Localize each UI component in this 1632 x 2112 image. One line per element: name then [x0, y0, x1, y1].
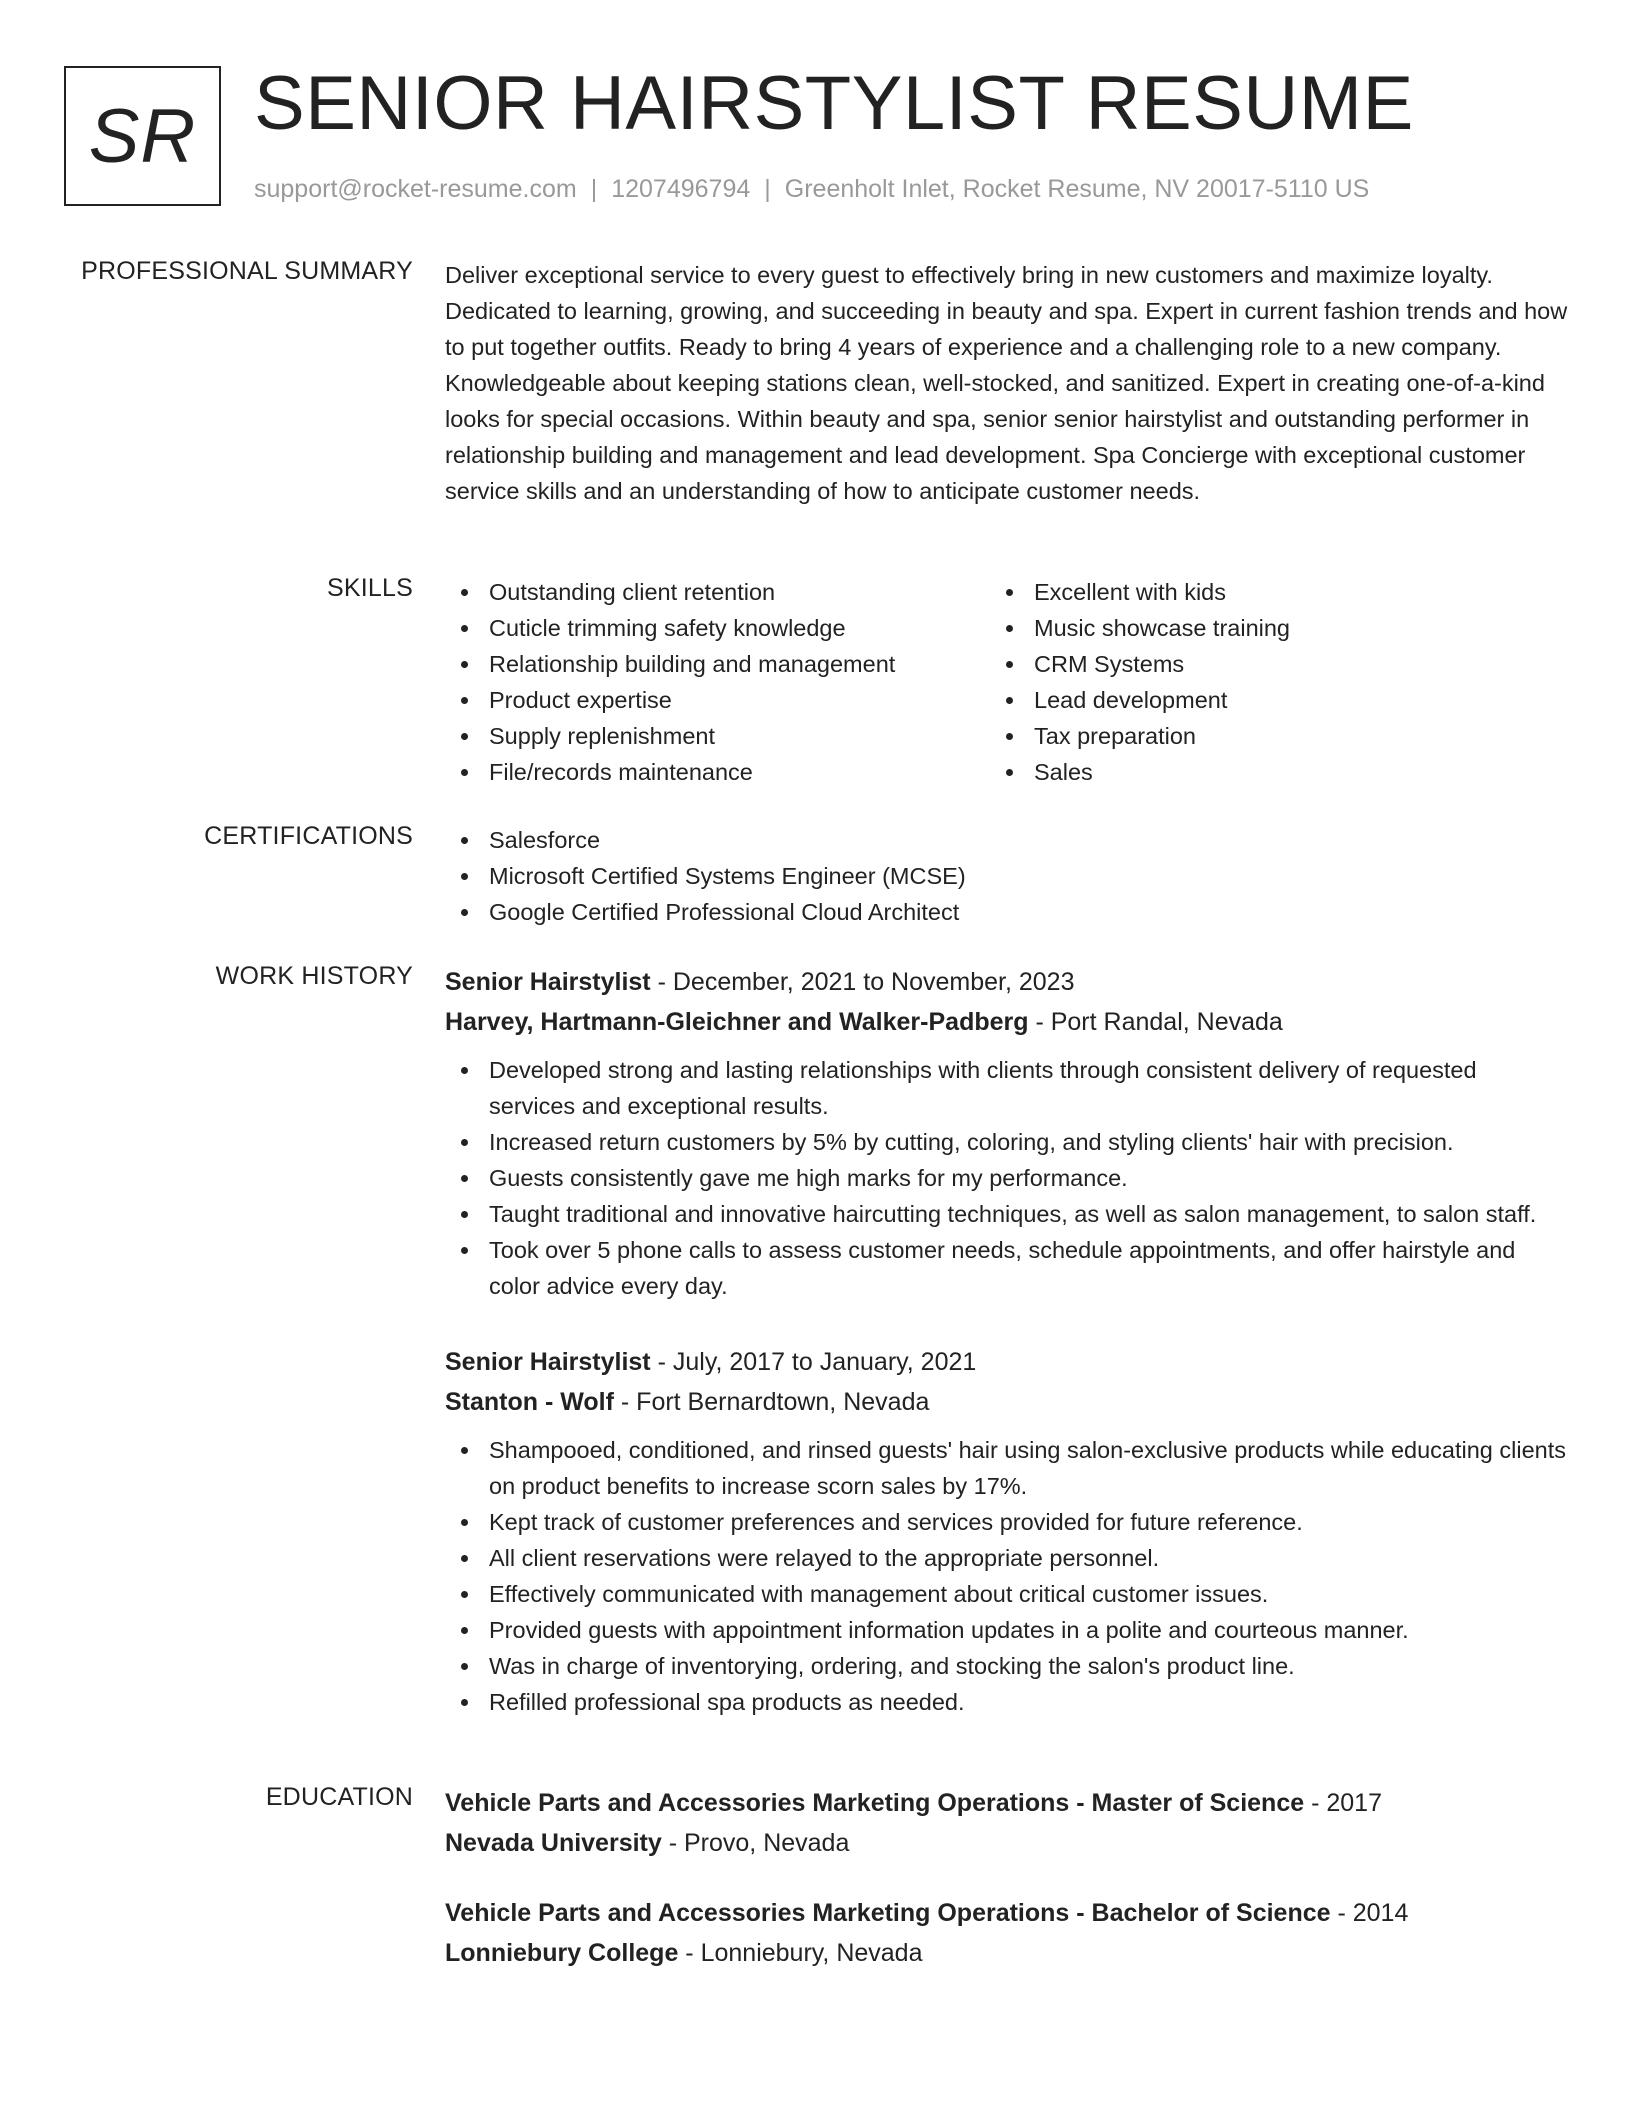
education-school: Lonniebury College [445, 1939, 679, 1967]
education-school-line [445, 1823, 1568, 1863]
job-title: Senior Hairstylist [445, 1348, 651, 1376]
section-label-education: EDUCATION [265, 1783, 413, 1811]
section-label-certifications: CERTIFICATIONS [204, 822, 413, 850]
list-item: CRM Systems [990, 646, 1535, 682]
list-item: Product expertise [445, 682, 990, 718]
job-company: Harvey, Hartmann-Gleichner and Walker-Padberg [445, 1008, 1029, 1036]
work-body [445, 962, 1568, 1758]
list-item: Developed strong and lasting relationships with clients through consistent delivery of requested services and exceptional results. [445, 1052, 1568, 1124]
job-title-line [445, 1342, 1568, 1382]
resume-header [64, 61, 1568, 214]
section-label-summary: PROFESSIONAL SUMMARY [81, 257, 413, 285]
job-location: - Fort Bernardtown, Nevada [613, 1388, 930, 1416]
education-degree-line [445, 1893, 1568, 1933]
list-item: Salesforce [445, 822, 1568, 858]
list-item: Guests consistently gave me high marks for my performance. [445, 1160, 1568, 1196]
resume-title: SENIOR HAIRSTYLIST RESUME [254, 61, 1414, 146]
education-body [445, 1783, 1568, 2003]
education-location: - Provo, Nevada [661, 1829, 850, 1857]
job-title: Senior Hairstylist [445, 968, 651, 996]
list-item: File/records maintenance [445, 754, 990, 790]
list-item: Supply replenishment [445, 718, 990, 754]
list-item: Was in charge of inventorying, ordering, and stocking the salon's product line. [445, 1648, 1568, 1684]
certifications-list [445, 822, 1568, 930]
skills-list-right [990, 574, 1535, 790]
section-label-work: WORK HISTORY [215, 962, 413, 990]
list-item: Kept track of customer preferences and services provided for future reference. [445, 1504, 1568, 1540]
list-item: Microsoft Certified Systems Engineer (MCSE) [445, 858, 1568, 894]
education-entry [445, 1893, 1568, 1973]
job-location: - Port Randal, Nevada [1028, 1008, 1283, 1036]
contact-phone[interactable]: 1207496794 [611, 175, 751, 203]
list-item: Took over 5 phone calls to assess customer needs, schedule appointments, and offer hairstyle and color advice every day. [445, 1232, 1568, 1304]
skills-columns [445, 574, 1568, 790]
education-entry [445, 1783, 1568, 1863]
list-item: Shampooed, conditioned, and rinsed guests' hair using salon-exclusive products while educating clients on product benefits to increase scorn sales by 17%. [445, 1432, 1568, 1504]
summary-body [445, 257, 1568, 509]
list-item: Refilled professional spa products as needed. [445, 1684, 1568, 1720]
job-company-line [445, 1002, 1568, 1042]
list-item: Excellent with kids [990, 574, 1535, 610]
list-item: Music showcase training [990, 610, 1535, 646]
education-degree: Vehicle Parts and Accessories Marketing Operations - Bachelor of Science [445, 1899, 1331, 1927]
list-item: Google Certified Professional Cloud Architect [445, 894, 1568, 930]
list-item: Provided guests with appointment information updates in a polite and courteous manner. [445, 1612, 1568, 1648]
education-year: - 2017 [1304, 1789, 1382, 1817]
list-item: Sales [990, 754, 1535, 790]
list-item: Taught traditional and innovative haircutting techniques, as well as salon management, to salon staff. [445, 1196, 1568, 1232]
contact-separator: | [764, 175, 771, 203]
list-item: Effectively communicated with management about critical customer issues. [445, 1576, 1568, 1612]
job-bullets [445, 1052, 1568, 1304]
list-item: Tax preparation [990, 718, 1535, 754]
certifications-body [445, 822, 1568, 930]
education-location: - Lonniebury, Nevada [678, 1939, 923, 1967]
contact-email[interactable]: support@rocket-resume.com [254, 175, 577, 203]
job-dates: - July, 2017 to January, 2021 [650, 1348, 977, 1376]
contact-line [254, 175, 1369, 204]
contact-separator: | [590, 175, 598, 203]
job-entry [445, 962, 1568, 1304]
education-degree: Vehicle Parts and Accessories Marketing Operations - Master of Science [445, 1789, 1305, 1817]
job-title-line [445, 962, 1568, 1002]
job-entry [445, 1342, 1568, 1720]
education-school: Nevada University [445, 1829, 662, 1857]
list-item: Cuticle trimming safety knowledge [445, 610, 990, 646]
list-item: Relationship building and management [445, 646, 990, 682]
list-item: Increased return customers by 5% by cutting, coloring, and styling clients' hair with precision. [445, 1124, 1568, 1160]
job-bullets [445, 1432, 1568, 1720]
job-company-line [445, 1382, 1568, 1422]
monogram-badge: SR [64, 66, 221, 206]
skills-list-left [445, 574, 990, 790]
section-label-skills: SKILLS [327, 574, 413, 602]
education-year: - 2014 [1330, 1899, 1409, 1927]
list-item: Lead development [990, 682, 1535, 718]
list-item: All client reservations were relayed to the appropriate personnel. [445, 1540, 1568, 1576]
education-school-line [445, 1933, 1568, 1973]
job-dates: - December, 2021 to November, 2023 [650, 968, 1075, 996]
job-company: Stanton - Wolf [445, 1388, 614, 1416]
list-item: Outstanding client retention [445, 574, 990, 610]
education-degree-line [445, 1783, 1568, 1823]
summary-text: Deliver exceptional service to every guest to effectively bring in new customers and maximize loyalty. Dedicated to learning, growing, and succeeding in beauty and spa. Expert in current fashion trends and how to put together outfits. Ready to bring 4 years of experience and a challenging role to a new company. Knowledgeable about keeping stations clean, well-stocked, and sanitized. Expert in creating one-of-a-kind looks for special occasions. Within beauty and spa, senior senior hairstylist and outstanding performer in relationship building and management and lead development. Spa Concierge with exceptional customer service skills and an understanding of how to anticipate customer needs. [445, 262, 1568, 504]
contact-address: Greenholt Inlet, Rocket Resume, NV 20017-5110 US [784, 175, 1370, 203]
